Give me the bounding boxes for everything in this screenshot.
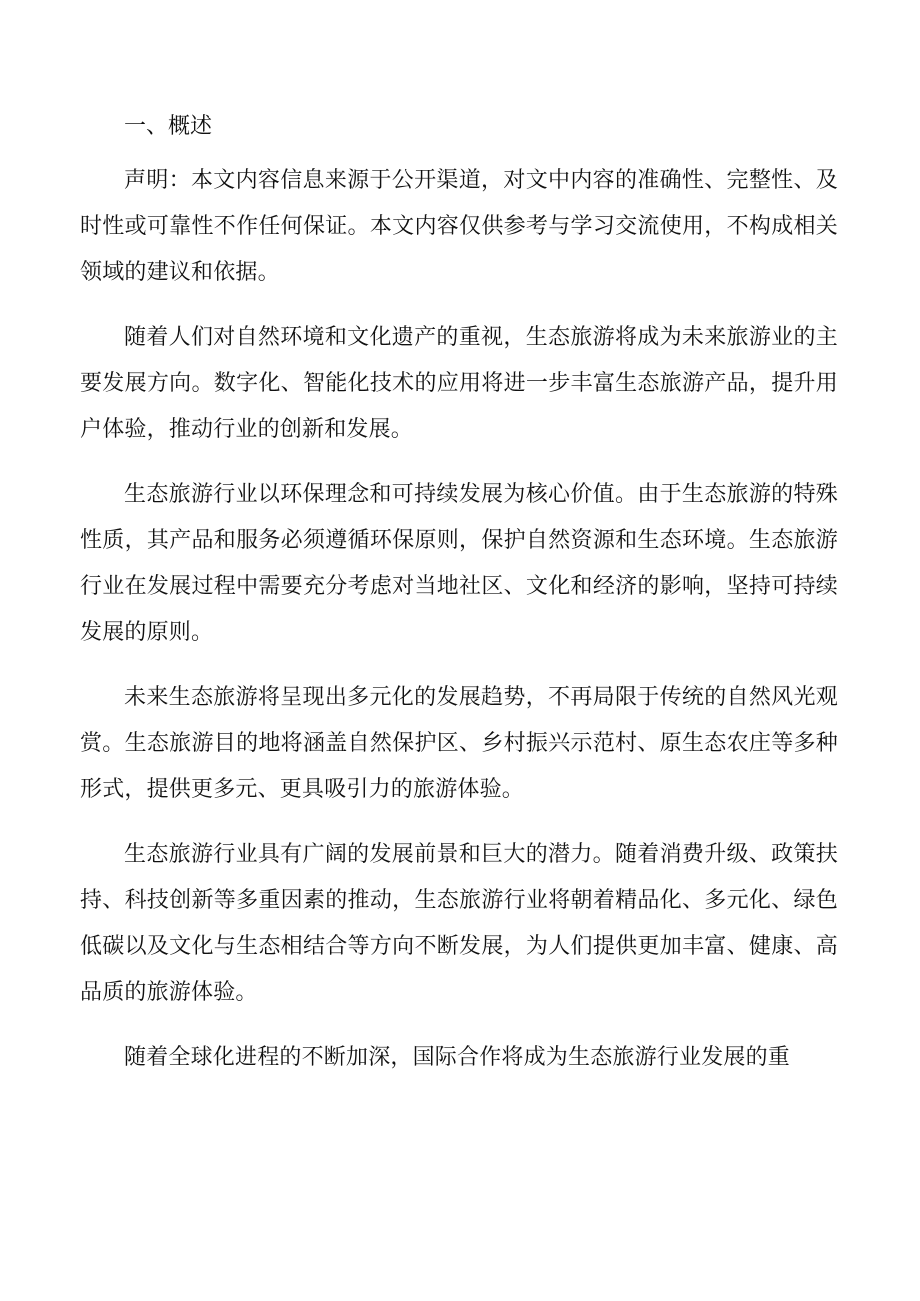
section-heading: 一、概述 — [124, 114, 213, 139]
paragraph-diversification: 未来生态旅游将呈现出多元化的发展趋势，不再局限于传统的自然风光观赏。生态旅游目的地将涵盖自然保护区、乡村振兴示范村、原生态农庄等多种形式，提供更多元、更具吸引力的旅游体验。 — [80, 685, 838, 802]
paragraph-prospects: 生态旅游行业具有广阔的发展前景和巨大的潜力。随着消费升级、政策扶持、科技创新等多重因素的推动，生态旅游行业将朝着精品化、多元化、绿色低碳以及文化与生态相结合等方向不断发展，为人们提供更加丰富、健康、高品质的旅游体验。 — [80, 842, 838, 1005]
paragraph-core-value: 生态旅游行业以环保理念和可持续发展为核心价值。由于生态旅游的特殊性质，其产品和服务必须遵循环保原则，保护自然资源和生态环境。生态旅游行业在发展过程中需要充分考虑对当地社区、文化和经济的影响，坚持可持续发展的原则。 — [80, 482, 838, 645]
paragraph-main-direction: 随着人们对自然环境和文化遗产的重视，生态旅游将成为未来旅游业的主要发展方向。数字化、智能化技术的应用将进一步丰富生态旅游产品，提升用户体验，推动行业的创新和发展。 — [80, 325, 838, 442]
paragraph-disclaimer: 声明：本文内容信息来源于公开渠道，对文中内容的准确性、完整性、及时性或可靠性不作任何保证。本文内容仅供参考与学习交流使用，不构成相关领域的建议和依据。 — [80, 168, 838, 285]
paragraph-international-cooperation: 随着全球化进程的不断加深，国际合作将成为生态旅游行业发展的重 — [124, 1045, 791, 1070]
document-body — [80, 106, 838, 1100]
